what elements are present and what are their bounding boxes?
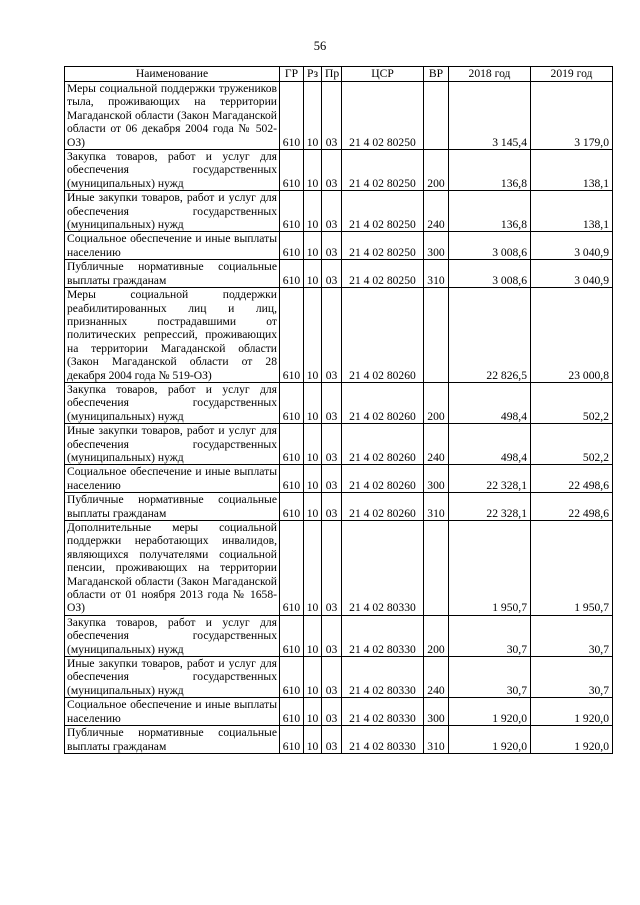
cell-2018: 22 328,1 bbox=[449, 465, 531, 493]
cell-rz: 10 bbox=[304, 615, 322, 656]
cell-gr: 610 bbox=[280, 726, 304, 754]
cell-csr: 21 4 02 80260 bbox=[342, 288, 424, 383]
cell-csr: 21 4 02 80330 bbox=[342, 615, 424, 656]
cell-vr bbox=[424, 288, 449, 383]
cell-gr: 610 bbox=[280, 465, 304, 493]
table-row bbox=[65, 521, 613, 616]
cell-2018: 498,4 bbox=[449, 424, 531, 465]
header-gr: ГР bbox=[280, 67, 304, 82]
cell-gr: 610 bbox=[280, 288, 304, 383]
cell-csr: 21 4 02 80250 bbox=[342, 150, 424, 191]
cell-pr: 03 bbox=[322, 82, 342, 150]
header-csr: ЦСР bbox=[342, 67, 424, 82]
cell-pr: 03 bbox=[322, 698, 342, 726]
table-row bbox=[65, 424, 613, 465]
header-2018: 2018 год bbox=[449, 67, 531, 82]
cell-2018: 136,8 bbox=[449, 150, 531, 191]
cell-rz: 10 bbox=[304, 232, 322, 260]
cell-2018: 136,8 bbox=[449, 191, 531, 232]
header-rz: Рз bbox=[304, 67, 322, 82]
cell-vr: 240 bbox=[424, 657, 449, 698]
cell-2018: 3 008,6 bbox=[449, 232, 531, 260]
cell-pr: 03 bbox=[322, 726, 342, 754]
cell-csr: 21 4 02 80260 bbox=[342, 465, 424, 493]
cell-2018: 22 826,5 bbox=[449, 288, 531, 383]
cell-name: Публичные нормативные социальные выплаты гражданам bbox=[65, 260, 280, 288]
cell-vr: 300 bbox=[424, 232, 449, 260]
cell-2018: 30,7 bbox=[449, 657, 531, 698]
cell-2018: 1 920,0 bbox=[449, 726, 531, 754]
header-vr: ВР bbox=[424, 67, 449, 82]
cell-name: Социальное обеспечение и иные выплаты населению bbox=[65, 465, 280, 493]
table-row bbox=[65, 657, 613, 698]
cell-gr: 610 bbox=[280, 82, 304, 150]
cell-vr: 300 bbox=[424, 465, 449, 493]
cell-2018: 1 920,0 bbox=[449, 698, 531, 726]
cell-csr: 21 4 02 80330 bbox=[342, 657, 424, 698]
cell-rz: 10 bbox=[304, 521, 322, 616]
cell-2019: 22 498,6 bbox=[531, 465, 613, 493]
table-row bbox=[65, 82, 613, 150]
cell-vr: 300 bbox=[424, 698, 449, 726]
cell-name: Социальное обеспечение и иные выплаты населению bbox=[65, 232, 280, 260]
cell-gr: 610 bbox=[280, 698, 304, 726]
cell-rz: 10 bbox=[304, 382, 322, 423]
cell-vr bbox=[424, 82, 449, 150]
table-body bbox=[65, 82, 613, 754]
cell-rz: 10 bbox=[304, 150, 322, 191]
cell-csr: 21 4 02 80330 bbox=[342, 726, 424, 754]
cell-csr: 21 4 02 80250 bbox=[342, 260, 424, 288]
cell-2019: 3 179,0 bbox=[531, 82, 613, 150]
header-name: Наименование bbox=[65, 67, 280, 82]
cell-rz: 10 bbox=[304, 288, 322, 383]
cell-2019: 138,1 bbox=[531, 150, 613, 191]
cell-pr: 03 bbox=[322, 424, 342, 465]
cell-name: Иные закупки товаров, работ и услуг для обеспечения государственных (муниципальных) нужд bbox=[65, 424, 280, 465]
cell-2018: 22 328,1 bbox=[449, 493, 531, 521]
cell-name: Публичные нормативные социальные выплаты гражданам bbox=[65, 726, 280, 754]
cell-gr: 610 bbox=[280, 150, 304, 191]
cell-name: Закупка товаров, работ и услуг для обеспечения государственных (муниципальных) нужд bbox=[65, 382, 280, 423]
cell-pr: 03 bbox=[322, 521, 342, 616]
cell-2019: 1 920,0 bbox=[531, 726, 613, 754]
cell-gr: 610 bbox=[280, 615, 304, 656]
cell-vr: 200 bbox=[424, 615, 449, 656]
cell-pr: 03 bbox=[322, 260, 342, 288]
cell-2018: 3 145,4 bbox=[449, 82, 531, 150]
cell-2018: 1 950,7 bbox=[449, 521, 531, 616]
cell-rz: 10 bbox=[304, 698, 322, 726]
cell-pr: 03 bbox=[322, 382, 342, 423]
cell-csr: 21 4 02 80330 bbox=[342, 521, 424, 616]
cell-2019: 3 040,9 bbox=[531, 232, 613, 260]
cell-vr: 240 bbox=[424, 424, 449, 465]
table-row bbox=[65, 382, 613, 423]
cell-pr: 03 bbox=[322, 150, 342, 191]
cell-name: Закупка товаров, работ и услуг для обеспечения государственных (муниципальных) нужд bbox=[65, 150, 280, 191]
cell-2019: 138,1 bbox=[531, 191, 613, 232]
cell-name: Публичные нормативные социальные выплаты гражданам bbox=[65, 493, 280, 521]
cell-name: Закупка товаров, работ и услуг для обеспечения государственных (муниципальных) нужд bbox=[65, 615, 280, 656]
page-number: 56 bbox=[313, 39, 327, 53]
cell-pr: 03 bbox=[322, 465, 342, 493]
table-row bbox=[65, 191, 613, 232]
cell-2019: 502,2 bbox=[531, 382, 613, 423]
budget-table bbox=[64, 66, 613, 754]
cell-vr: 200 bbox=[424, 382, 449, 423]
cell-name: Дополнительные меры социальной поддержки неработающих инвалидов, являющихся получателями социальной пенсии, проживающих на территории Магаданской области (Закон Магаданской области от 01 ноября 2013 года № 1658-ОЗ) bbox=[65, 521, 280, 616]
table-row bbox=[65, 260, 613, 288]
cell-pr: 03 bbox=[322, 191, 342, 232]
cell-pr: 03 bbox=[322, 288, 342, 383]
cell-gr: 610 bbox=[280, 260, 304, 288]
table-row bbox=[65, 288, 613, 383]
cell-gr: 610 bbox=[280, 382, 304, 423]
table-row bbox=[65, 615, 613, 656]
cell-csr: 21 4 02 80260 bbox=[342, 382, 424, 423]
cell-2019: 502,2 bbox=[531, 424, 613, 465]
cell-2018: 498,4 bbox=[449, 382, 531, 423]
cell-csr: 21 4 02 80250 bbox=[342, 191, 424, 232]
cell-gr: 610 bbox=[280, 424, 304, 465]
cell-name: Иные закупки товаров, работ и услуг для обеспечения государственных (муниципальных) нужд bbox=[65, 191, 280, 232]
cell-pr: 03 bbox=[322, 493, 342, 521]
cell-name: Иные закупки товаров, работ и услуг для обеспечения государственных (муниципальных) нужд bbox=[65, 657, 280, 698]
cell-pr: 03 bbox=[322, 232, 342, 260]
cell-csr: 21 4 02 80250 bbox=[342, 232, 424, 260]
cell-pr: 03 bbox=[322, 657, 342, 698]
table-row bbox=[65, 465, 613, 493]
cell-rz: 10 bbox=[304, 465, 322, 493]
cell-2019: 3 040,9 bbox=[531, 260, 613, 288]
cell-csr: 21 4 02 80250 bbox=[342, 82, 424, 150]
cell-rz: 10 bbox=[304, 726, 322, 754]
cell-2019: 1 920,0 bbox=[531, 698, 613, 726]
cell-gr: 610 bbox=[280, 521, 304, 616]
cell-2019: 1 950,7 bbox=[531, 521, 613, 616]
table-header-row bbox=[65, 67, 613, 82]
cell-vr bbox=[424, 521, 449, 616]
cell-rz: 10 bbox=[304, 191, 322, 232]
cell-rz: 10 bbox=[304, 424, 322, 465]
header-2019: 2019 год bbox=[531, 67, 613, 82]
table-row bbox=[65, 698, 613, 726]
cell-vr: 200 bbox=[424, 150, 449, 191]
cell-rz: 10 bbox=[304, 260, 322, 288]
cell-2018: 3 008,6 bbox=[449, 260, 531, 288]
header-pr: Пр bbox=[322, 67, 342, 82]
cell-2019: 30,7 bbox=[531, 657, 613, 698]
cell-2019: 23 000,8 bbox=[531, 288, 613, 383]
cell-gr: 610 bbox=[280, 493, 304, 521]
cell-pr: 03 bbox=[322, 615, 342, 656]
cell-name: Меры социальной поддержки реабилитированных лиц и лиц, признанных пострадавшими от политических репрессий, проживающих на территории Магаданской области (Закон Магаданской области от 28 декабря 2004 года № 519-ОЗ) bbox=[65, 288, 280, 383]
cell-name: Меры социальной поддержки тружеников тыла, проживающих на территории Магаданской области (Закон Магаданской области от 06 декабря 2004 года № 502-ОЗ) bbox=[65, 82, 280, 150]
cell-gr: 610 bbox=[280, 232, 304, 260]
cell-vr: 240 bbox=[424, 191, 449, 232]
cell-csr: 21 4 02 80260 bbox=[342, 424, 424, 465]
cell-csr: 21 4 02 80330 bbox=[342, 698, 424, 726]
cell-rz: 10 bbox=[304, 657, 322, 698]
cell-2018: 30,7 bbox=[449, 615, 531, 656]
cell-vr: 310 bbox=[424, 493, 449, 521]
cell-gr: 610 bbox=[280, 191, 304, 232]
table-row bbox=[65, 150, 613, 191]
cell-vr: 310 bbox=[424, 726, 449, 754]
table-row bbox=[65, 232, 613, 260]
table-row bbox=[65, 726, 613, 754]
cell-vr: 310 bbox=[424, 260, 449, 288]
cell-csr: 21 4 02 80260 bbox=[342, 493, 424, 521]
cell-2019: 30,7 bbox=[531, 615, 613, 656]
cell-rz: 10 bbox=[304, 493, 322, 521]
table-row bbox=[65, 493, 613, 521]
cell-name: Социальное обеспечение и иные выплаты населению bbox=[65, 698, 280, 726]
cell-rz: 10 bbox=[304, 82, 322, 150]
cell-gr: 610 bbox=[280, 657, 304, 698]
cell-2019: 22 498,6 bbox=[531, 493, 613, 521]
